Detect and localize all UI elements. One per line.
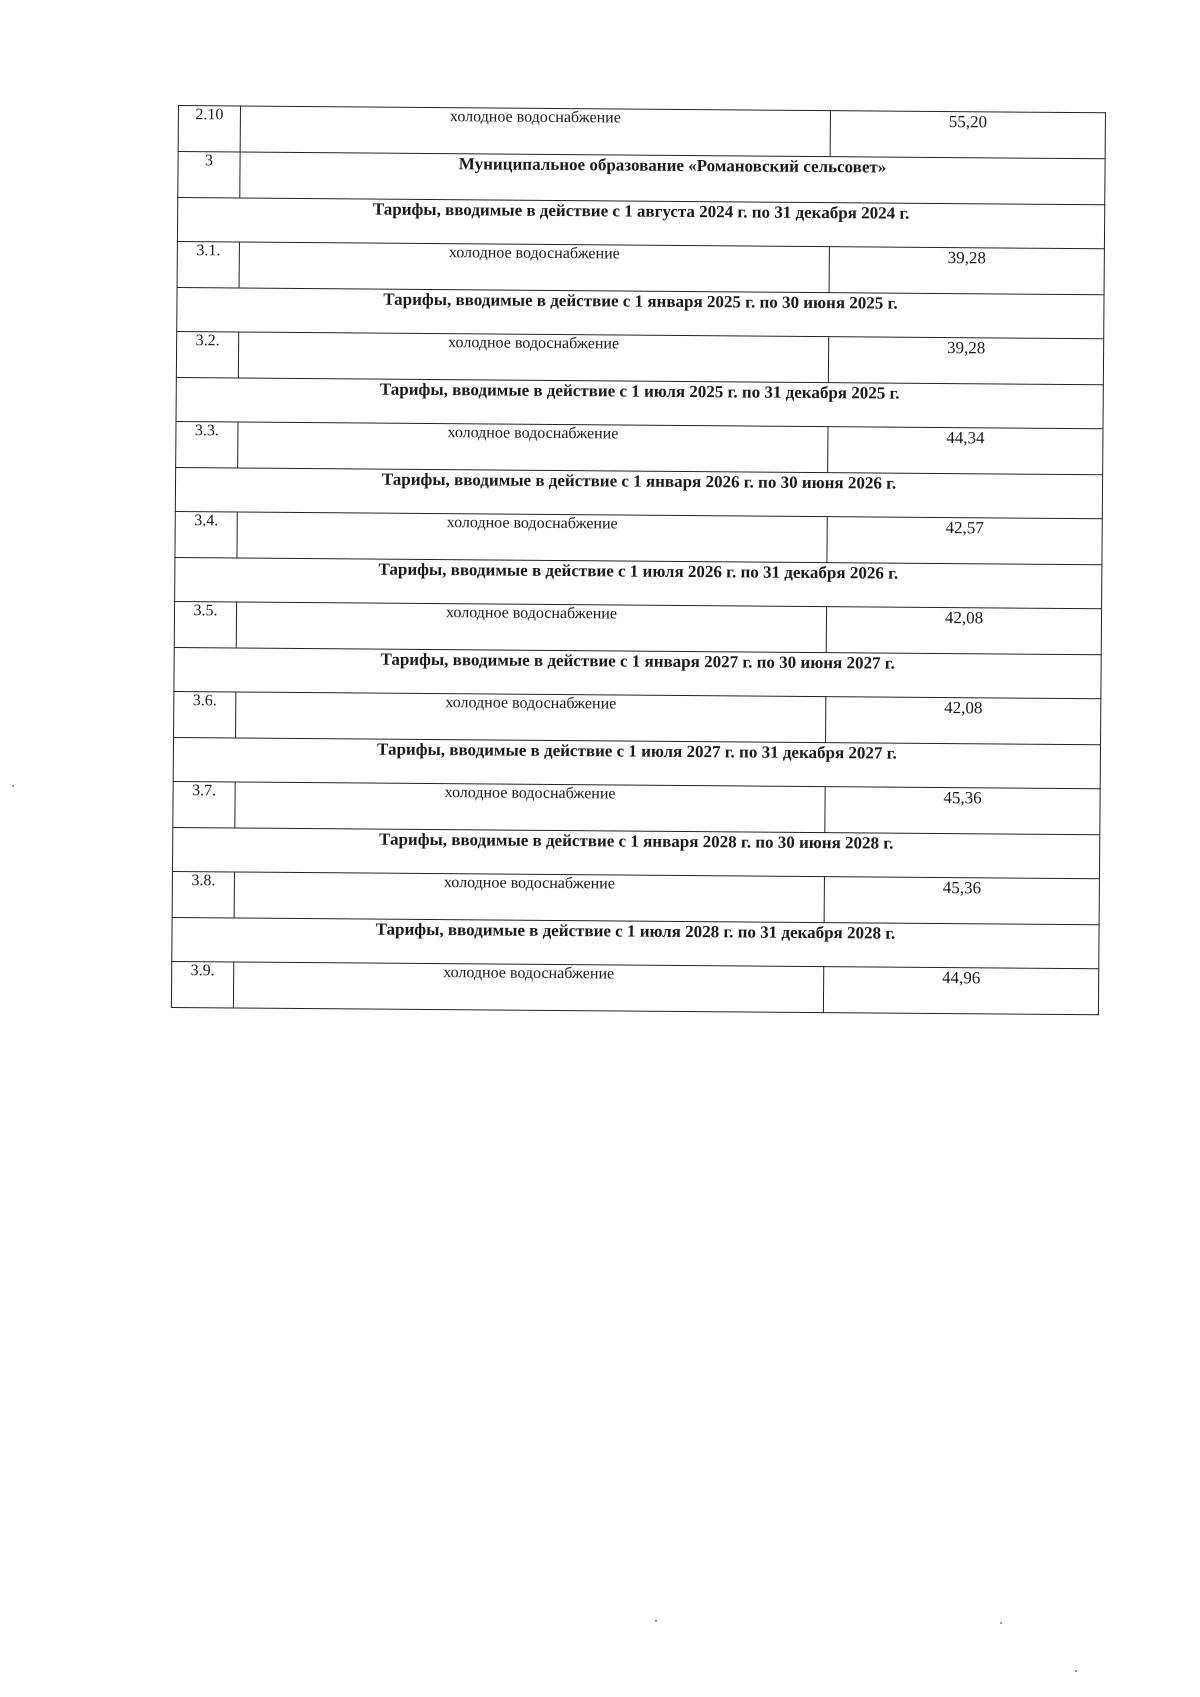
tariff-period-heading: Тарифы, вводимые в действие с 1 января 2027 г. по 30 июня 2027 г. xyxy=(174,647,1101,698)
tariff-period-heading: Тарифы, вводимые в действие с 1 января 2026 г. по 30 июня 2026 г. xyxy=(175,467,1102,518)
period-row xyxy=(176,377,1103,428)
tariff-table-body xyxy=(171,106,1105,1015)
tariff-period-heading: Тарифы, вводимые в действие с 1 января 2028 г. по 30 июня 2028 г. xyxy=(172,827,1099,878)
service-name: холодное водоснабжение xyxy=(237,512,827,563)
service-name: холодное водоснабжение xyxy=(233,962,823,1013)
table-row xyxy=(177,241,1104,294)
row-number: 3.4. xyxy=(175,511,237,557)
period-row xyxy=(172,827,1099,878)
row-number: 3.1. xyxy=(177,241,239,287)
tariff-value: 55,20 xyxy=(830,111,1105,159)
tariff-period-heading: Тарифы, вводимые в действие с 1 июля 2028 г. по 31 декабря 2028 г. xyxy=(172,917,1099,968)
service-name: холодное водоснабжение xyxy=(238,332,828,383)
service-name: холодное водоснабжение xyxy=(234,872,824,923)
service-name: холодное водоснабжение xyxy=(239,242,829,293)
row-number: 3.8. xyxy=(172,871,234,917)
tariff-value: 42,08 xyxy=(826,697,1101,745)
row-number: 3.9. xyxy=(171,961,233,1007)
row-number: 3.5. xyxy=(174,601,236,647)
scan-speck xyxy=(12,785,14,787)
service-name: холодное водоснабжение xyxy=(235,782,825,833)
scan-speck xyxy=(655,1620,657,1622)
tariff-value: 45,36 xyxy=(825,787,1100,835)
table-row xyxy=(171,961,1098,1014)
table-row xyxy=(174,691,1101,744)
tariff-period-heading: Тарифы, вводимые в действие с 1 января 2025 г. по 30 июня 2025 г. xyxy=(177,287,1104,338)
service-name: холодное водоснабжение xyxy=(236,692,826,743)
table-row xyxy=(172,871,1099,924)
tariff-value: 39,28 xyxy=(828,337,1103,385)
period-row xyxy=(177,198,1104,249)
row-number: 3.7. xyxy=(173,781,235,827)
table-row xyxy=(174,601,1101,654)
period-row xyxy=(177,287,1104,338)
row-number: 3 xyxy=(178,152,240,198)
tariff-period-heading: Тарифы, вводимые в действие с 1 июля 2025 г. по 31 декабря 2025 г. xyxy=(176,377,1103,428)
service-name: холодное водоснабжение xyxy=(238,422,828,473)
table-row xyxy=(176,331,1103,384)
tariff-value: 44,34 xyxy=(828,427,1103,475)
tariff-value: 39,28 xyxy=(829,247,1104,295)
period-row xyxy=(174,647,1101,698)
table-row xyxy=(175,511,1102,564)
period-row xyxy=(172,917,1099,968)
period-row xyxy=(175,467,1102,518)
period-row xyxy=(175,557,1102,608)
service-name: холодное водоснабжение xyxy=(240,106,830,157)
table-row xyxy=(176,421,1103,474)
tariff-value: 42,08 xyxy=(826,607,1101,655)
period-row xyxy=(173,737,1100,788)
table-row xyxy=(178,106,1105,159)
service-name: холодное водоснабжение xyxy=(236,602,826,653)
municipality-title: Муниципальное образование «Романовский сельсовет» xyxy=(240,152,1105,205)
scan-speck xyxy=(1000,1622,1002,1624)
scan-speck xyxy=(1075,1670,1077,1672)
tariff-value: 45,36 xyxy=(824,877,1099,925)
table-row xyxy=(173,781,1100,834)
row-number: 3.6. xyxy=(174,691,236,737)
row-number: 2.10 xyxy=(178,106,240,152)
tariff-period-heading: Тарифы, вводимые в действие с 1 августа 2024 г. по 31 декабря 2024 г. xyxy=(177,198,1104,249)
row-number: 3.3. xyxy=(176,421,238,467)
tariff-period-heading: Тарифы, вводимые в действие с 1 июля 2026 г. по 31 декабря 2026 г. xyxy=(175,557,1102,608)
row-number: 3.2. xyxy=(176,331,238,377)
tariff-table xyxy=(171,105,1106,1015)
tariff-value: 44,96 xyxy=(823,967,1098,1015)
tariff-period-heading: Тарифы, вводимые в действие с 1 июля 2027 г. по 31 декабря 2027 г. xyxy=(173,737,1100,788)
tariff-value: 42,57 xyxy=(827,517,1102,565)
municipality-row xyxy=(178,152,1105,205)
